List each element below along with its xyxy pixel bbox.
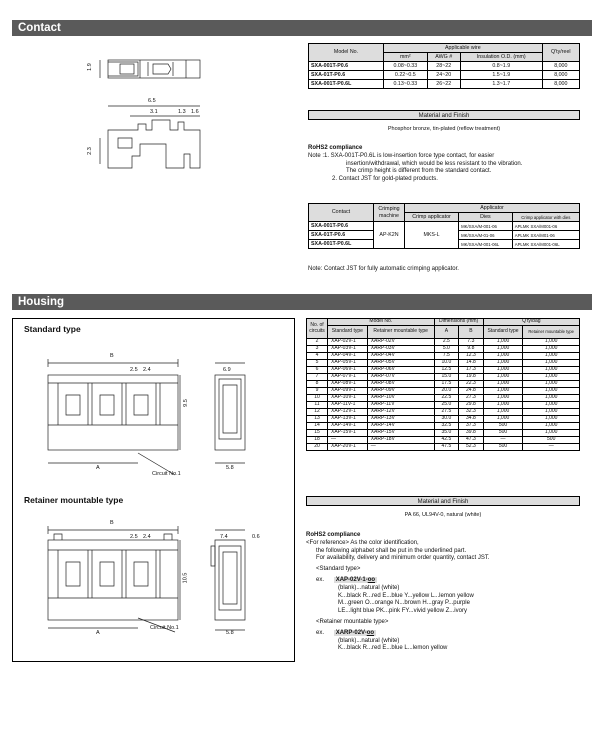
rohs-title: RoHS2 compliance (306, 532, 361, 538)
table-row: SXA-01T-P0.6 0.22~0.5 24~20 1.5~1.9 8,000 (309, 71, 580, 80)
col-header-standard: Standard type (328, 326, 368, 339)
blank-line: (blank)...natural (white) (338, 584, 400, 591)
dim-label: 5.8 (226, 465, 234, 471)
dim-label: 1.6 (191, 109, 199, 115)
dim-label: 6.9 (223, 367, 231, 373)
table-row: SXA-001T-P0.6L MK/SXA/M-001-06L APLMK SXA/M001-06L (309, 240, 580, 249)
col-header-circuits: No. of circuits (307, 319, 328, 339)
table-row: 14 XAP-14V-1 XARP-14V 32.5 37.3 500 1,000 (307, 423, 580, 430)
col-header-dimensions: Dimensions (mm) (434, 319, 483, 326)
blank-line: (blank)...natural (white) (338, 637, 400, 644)
table-row: 13 XAP-13V-1 XARP-13V 30.0 34.8 1,000 1,000 (307, 416, 580, 423)
table-row: 8 XAP-08V-1 XARP-08V 17.5 22.3 1,000 1,000 (307, 381, 580, 388)
dim-label: 1.9 (86, 63, 93, 71)
standard-code: XAP-02V-1-oo (335, 576, 376, 583)
note-1c: The crimp height is different from the standard contact. (346, 168, 492, 175)
table-row: 9 XAP-09V-1 XARP-09V 20.0 24.8 1,000 1,000 (307, 388, 580, 395)
table-row: 3 XAP-03V-1 XARP-03V 5.0 9.8 1,000 1,000 (307, 346, 580, 353)
standard-colors-1: K...black R...red E...blue Y...yellow L...lemon yellow (338, 592, 474, 599)
retainer-colors-1: K...black R...red E...blue L...lemon yellow (338, 645, 448, 652)
col-header-od: Insulation O.D. (mm) (460, 53, 542, 62)
col-header-qty: Q'ty/bag (483, 319, 579, 326)
col-header-retainer: Retainer mountable type (367, 326, 434, 339)
table-row: 2 XAP-02V-1 XARP-02V 2.5 7.3 1,000 1,000 (307, 339, 580, 346)
housing-rohs (306, 532, 598, 653)
table-row: 5 XAP-05V-1 XARP-05V 10.0 14.8 1,000 1,000 (307, 360, 580, 367)
col-header-model: Model No. (309, 44, 384, 62)
col-header-applicable-wire: Applicable wire (384, 44, 543, 53)
housing-material-text: PA 66, UL94V-0, natural (white) (404, 512, 482, 518)
standard-type-drawing (30, 345, 290, 485)
table-row: SXA-001T-P0.6 0.08~0.33 28~22 0.8~1.9 8,000 (309, 62, 580, 71)
retainer-type-title: Retainer mountable type (24, 495, 124, 505)
col-header-crimping-machine: Crimping machine (374, 204, 405, 222)
col-header-qty: Q'ty/reel (542, 44, 579, 62)
col-header-crimp-applicator: Crimp applicator (405, 213, 459, 222)
col-header-dies: Dies (459, 213, 513, 222)
table-row: 11 XAP-11V-1 XARP-11V 25.0 29.8 1,000 1,000 (307, 402, 580, 409)
dim-label: 2.5 (130, 534, 138, 540)
ref-line-3: For availability, delivery and minimum order quantity, contact JST. (316, 555, 490, 562)
retainer-code: XARP-02V-oo (335, 629, 375, 636)
standard-example: ex. XAP-02V-1-oo (316, 576, 376, 583)
dim-label: 7.4 (220, 534, 228, 540)
table-row: SXA-001T-P0.6 AP-K2N MKS-L MK/SXA/M-001-06 APLMK SXA/M001-06 (309, 222, 580, 231)
standard-colors-2: M...green O...orange N...brown H...gray P...purple (338, 600, 470, 607)
table-row: 12 XAP-12V-1 XARP-12V 27.5 32.3 1,000 1,000 (307, 409, 580, 416)
housing-table (306, 318, 580, 451)
dim-label: B (110, 353, 114, 359)
dim-label: Circuit No.1 (150, 625, 179, 631)
col-header-contact: Contact (309, 204, 374, 222)
dim-label: Circuit No.1 (152, 471, 181, 477)
ref-line-2: the following alphabet shall be put in the underlined part. (316, 547, 467, 554)
dim-label: 2.3 (86, 147, 93, 155)
dim-label: 1.3 (178, 109, 186, 115)
table-row: 15 XAP-15V-1 XARP-15V 35.0 39.8 500 1,000 (307, 430, 580, 437)
dim-label: 6.5 (148, 98, 156, 104)
standard-type-label: <Standard type> (316, 566, 361, 573)
retainer-example: ex. XARP-02V-oo (316, 629, 375, 636)
table-row: SXA-01T-P0.6 MK/SXA/M-01-06 APLMK SXA/M01-06 (309, 231, 580, 240)
dim-label: 2.5 (130, 367, 138, 373)
col-header-qty-retainer: Retainer mountable type (523, 326, 580, 339)
dim-label: 9.5 (182, 399, 189, 407)
applicator-note: Note: Contact JST for fully automatic crimping applicator. (308, 266, 459, 272)
housing-material-header: Material and Finish (306, 496, 580, 506)
table-row: 18 — XARP-18V 42.5 47.3 — 500 (307, 437, 580, 444)
table-row: SXA-001T-P0.6L 0.13~0.33 26~22 1.3~1.7 8,000 (309, 80, 580, 89)
contact-notes (308, 145, 598, 184)
col-header-awg: AWG # (427, 53, 460, 62)
standard-type-title: Standard type (24, 324, 81, 334)
dim-label: 10.5 (182, 572, 189, 584)
contact-material-header: Material and Finish (308, 110, 580, 120)
col-header-a: A (434, 326, 459, 339)
retainer-type-label: <Retainer mountable type> (316, 618, 389, 625)
table-row: 7 XAP-07V-1 XARP-07V 15.0 19.8 1,000 1,000 (307, 374, 580, 381)
col-header-with-dies: Crimp applicator with dies (512, 213, 579, 222)
dim-label: 2.4 (143, 367, 151, 373)
col-header-model: Model No. (328, 319, 435, 326)
col-header-qty-standard: Standard type (483, 326, 523, 339)
col-header-b: B (459, 326, 484, 339)
col-header-applicator: Applicator (405, 204, 580, 213)
dim-label: 5.8 (226, 630, 234, 636)
table-row: 6 XAP-06V-1 XARP-06V 12.5 17.3 1,000 1,000 (307, 367, 580, 374)
note-2: 2. Contact JST for gold-plated products. (332, 176, 438, 183)
retainer-type-drawing (30, 520, 290, 640)
standard-colors-3: LE...light blue PK...pink FY...vivid yellow Z...ivory (338, 608, 467, 615)
dim-label: A (96, 630, 100, 636)
dim-label: 0.6 (252, 534, 260, 540)
contact-drawing (78, 48, 208, 178)
dim-label: B (110, 520, 114, 526)
section-banner-contact: Contact (12, 20, 592, 36)
note-1b: insertion/withdrawal, which would be less resistant to the vibration. (346, 160, 523, 167)
note-1: Note :1. SXA-001T-P0.6L is low-insertion force type contact, for easier (308, 152, 495, 159)
table-row: 20 XAP-20V-1 — 47.5 52.3 500 — (307, 444, 580, 451)
rohs-title: RoHS2 compliance (308, 145, 363, 151)
dim-label: A (96, 465, 100, 471)
ref-line-1: <For reference> As the color identification, (306, 539, 419, 546)
section-banner-housing: Housing (12, 294, 592, 310)
applicable-wire-table (308, 43, 580, 89)
contact-material-text: Phosphor bronze, tin-plated (reflow treatment) (387, 126, 501, 132)
dim-label: 3.1 (150, 109, 158, 115)
applicator-table (308, 203, 580, 249)
table-row: 10 XAP-10V-1 XARP-10V 22.5 27.3 1,000 1,000 (307, 395, 580, 402)
col-header-mm2: mm² (384, 53, 428, 62)
table-row: 4 XAP-04V-1 XARP-04V 7.5 12.3 1,000 1,000 (307, 353, 580, 360)
dim-label: 2.4 (143, 534, 151, 540)
